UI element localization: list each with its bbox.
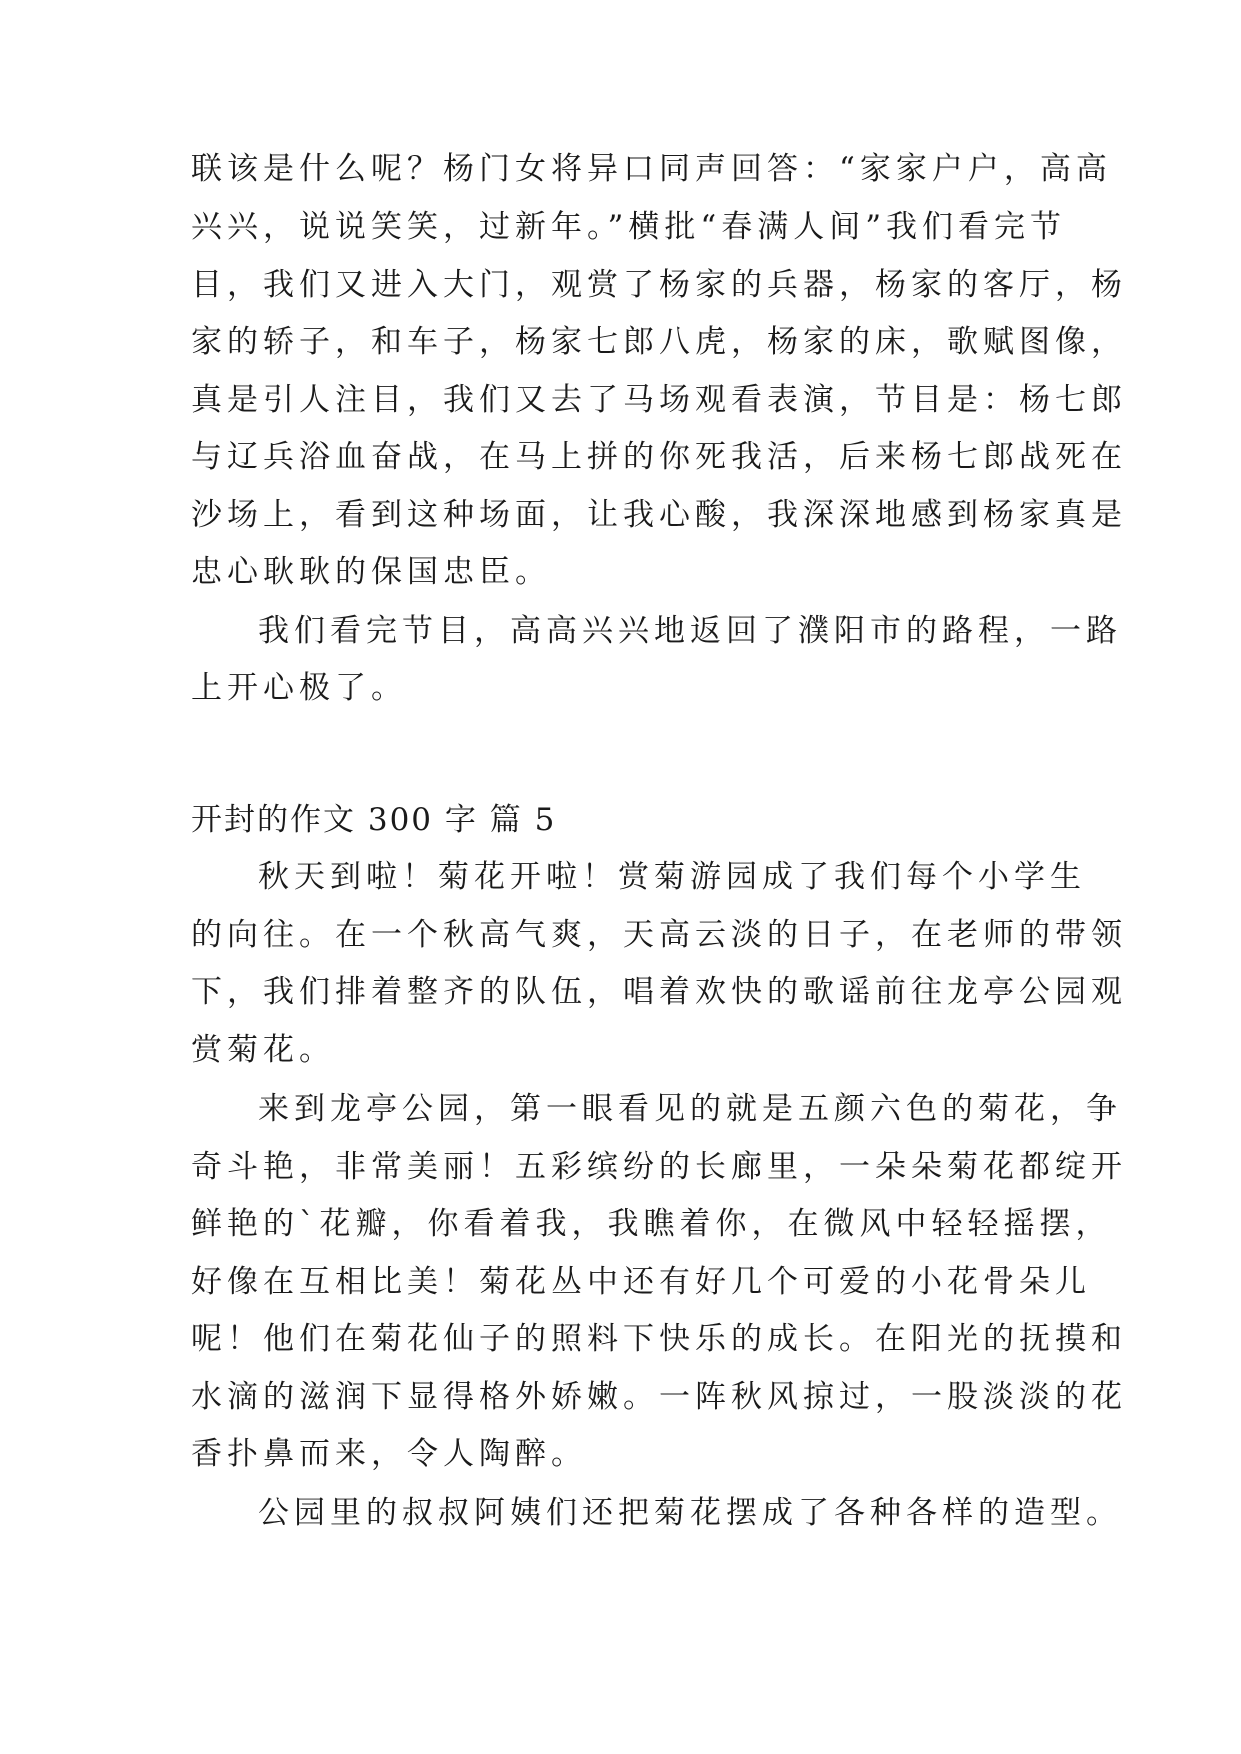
text-line: 真是引人注目，我们又去了马场观看表演，节目是：杨七郎 — [191, 382, 1127, 418]
text-line: 目，我们又进入大门，观赏了杨家的兵器，杨家的客厅，杨 — [191, 267, 1127, 303]
text-line: 赏菊花。 — [191, 1032, 335, 1068]
section-heading: 开封的作文 300 字 篇 5 — [191, 802, 557, 838]
text-line: 与辽兵浴血奋战，在马上拼的你死我活，后来杨七郎战死在 — [191, 439, 1127, 475]
text-line: 水滴的滋润下显得格外娇嫩。一阵秋风掠过，一股淡淡的花 — [191, 1379, 1127, 1415]
text-line: 香扑鼻而来，令人陶醉。 — [191, 1436, 587, 1472]
text-line: 家的轿子，和车子，杨家七郎八虎，杨家的床，歌赋图像， — [191, 324, 1127, 360]
text-line: 好像在互相比美！菊花丛中还有好几个可爱的小花骨朵儿 — [191, 1264, 1091, 1300]
paragraph-first-line: 公园里的叔叔阿姨们还把菊花摆成了各种各样的造型。 — [258, 1495, 1122, 1531]
text-line: 沙场上，看到这种场面，让我心酸，我深深地感到杨家真是 — [191, 497, 1127, 533]
text-line: 下，我们排着整齐的队伍，唱着欢快的歌谣前往龙亭公园观 — [191, 974, 1127, 1010]
paragraph-first-line: 我们看完节目，高高兴兴地返回了濮阳市的路程，一路 — [258, 613, 1122, 649]
text-line: 鲜艳的`花瓣，你看着我，我瞧着你，在微风中轻轻摇摆， — [191, 1206, 1112, 1242]
text-line: 联该是什么呢？杨门女将异口同声回答：“家家户户，高高 — [191, 151, 1112, 187]
text-line: 奇斗艳，非常美丽！五彩缤纷的长廊里，一朵朵菊花都绽开 — [191, 1149, 1127, 1185]
text-line: 上开心极了。 — [191, 670, 407, 706]
paragraph-first-line: 秋天到啦！菊花开啦！赏菊游园成了我们每个小学生 — [258, 859, 1086, 895]
text-line: 的向往。在一个秋高气爽，天高云淡的日子，在老师的带领 — [191, 917, 1127, 953]
text-line: 呢！他们在菊花仙子的照料下快乐的成长。在阳光的抚摸和 — [191, 1321, 1127, 1357]
paragraph-first-line: 来到龙亭公园，第一眼看见的就是五颜六色的菊花，争 — [258, 1091, 1122, 1127]
text-line: 兴兴，说说笑笑，过新年。”横批“春满人间”我们看完节 — [191, 209, 1067, 245]
text-line: 忠心耿耿的保国忠臣。 — [191, 554, 551, 590]
